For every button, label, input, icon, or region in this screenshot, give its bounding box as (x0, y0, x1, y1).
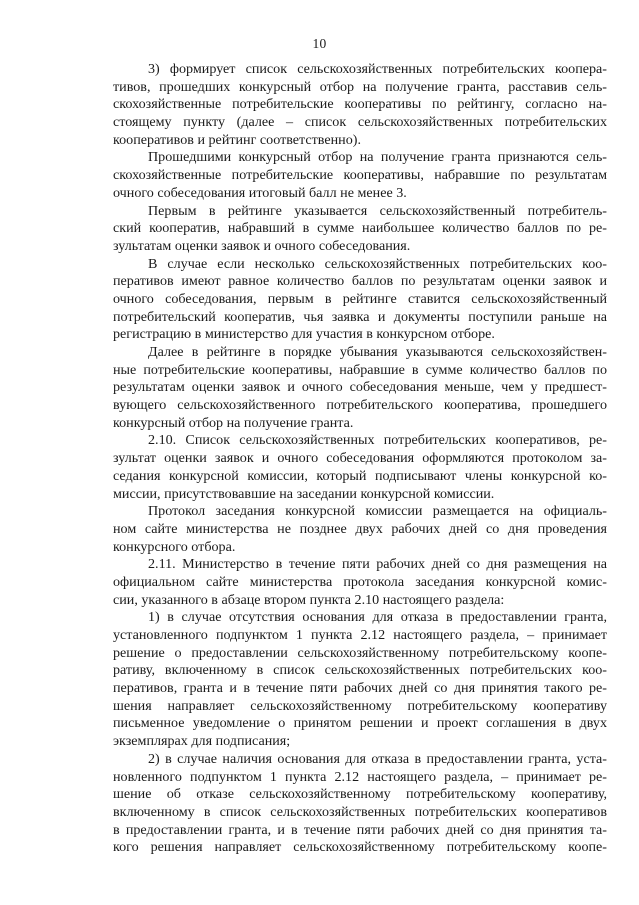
paragraph (113, 203, 607, 256)
text-line: установленного подпунктом 1 пункта 2.12 настоящего раздела, – принимает (113, 627, 607, 643)
paragraph (113, 149, 607, 202)
text-line: включенному в список сельскохозяйственных потребительских кооперативов (113, 803, 607, 820)
text-line: сии, указанного в абзаце втором пункта 2.10 настоящего раздела: (113, 591, 505, 608)
text-line: скохозяйственные потребительские кооперативы, набравшие по результатам (113, 167, 607, 184)
text-line: 3) формирует список сельскохозяйственных потребительских коопера- (148, 61, 607, 77)
text-line: В случае если несколько сельскохозяйственных потребительских коо- (148, 255, 607, 272)
text-line: потребительский кооператив, чья заявка и документы поступили раньше на (113, 308, 607, 325)
paragraph (113, 609, 607, 751)
paragraph (113, 256, 607, 344)
text-line: Далее в рейтинге в порядке убывания указываются сельскохозяйствен- (148, 344, 607, 360)
text-line: зультат оценки заявок и очного собеседования оформляются протоколом за- (113, 450, 607, 467)
paragraph (113, 432, 607, 503)
text-line: официальном сайте министерства протокола заседания конкурсной комис- (113, 573, 607, 590)
text-line: вующего сельскохозяйственного потребительского кооператива, прошедшего (113, 397, 607, 414)
text-line: скохозяйственные потребительские кооперативы по рейтингу, согласно на- (113, 96, 607, 113)
text-line: перативов имеют равное количество баллов по результатам оценки заявок и (113, 273, 607, 290)
text-line: регистрацию в министерство для участия в конкурсном отборе. (113, 326, 495, 343)
text-line: результатам оценки заявок и очного собеседования меньше, чем у предшест- (113, 379, 607, 396)
text-line: конкурсный отбор на получение гранта. (113, 414, 354, 431)
text-line: Прошедшими конкурсный отбор на получение гранта признаются сель- (148, 149, 607, 166)
text-line: решение о предоставлении сельскохозяйственному потребительскому коопе- (113, 644, 607, 661)
text-line: миссии, присутствовавшие на заседании конкурсной комиссии. (113, 485, 495, 502)
text-line: Протокол заседания конкурсной комиссии размещается на официаль- (148, 503, 607, 520)
text-line: в предоставлении гранта, и в течение пяти рабочих дней со дня принятия та- (113, 821, 607, 838)
paragraph (113, 751, 607, 857)
paragraph (113, 503, 607, 556)
text-line: перативов, гранта и в течение пяти рабочих дней со дня принятия такого ре- (113, 680, 607, 697)
page-number: 10 (312, 36, 327, 51)
text-line: очного собеседования, первым в рейтинге ставится сельскохозяйственный (113, 290, 607, 307)
text-line: новленного подпунктом 1 пункта 2.12 настоящего раздела, – принимает ре- (113, 768, 607, 785)
text-line: кооперативов и рейтинг соответственно). (113, 131, 361, 148)
text-line: ский кооператив, набравший в сумме наибольшее количество баллов по ре- (113, 220, 607, 237)
text-line: 2.11. Министерство в течение пяти рабочих дней со дня размещения на (148, 556, 607, 573)
text-line: Первым в рейтинге указывается сельскохозяйственный потребитель- (148, 202, 607, 219)
text-line: стоящему пункту (далее – список сельскохозяйственных потребительских (113, 114, 607, 131)
text-line: ном сайте министерства не позднее двух рабочих дней со дня проведения (113, 520, 607, 537)
text-line: шение об отказе сельскохозяйственному потребительскому кооперативу, (113, 786, 607, 803)
text-line: ративу, включенному в список сельскохозяйственных потребительских коо- (113, 662, 607, 679)
text-line: тивов, прошедших конкурсный отбор на получение гранта, расставив сель- (113, 78, 607, 95)
text-line: ные потребительские кооперативы, набравшие в сумме количество баллов по (113, 361, 607, 378)
paragraph (113, 61, 607, 149)
text-line: конкурсного отбора. (113, 538, 236, 555)
text-line: экземплярах для подписания; (113, 733, 291, 750)
text-line: очного собеседования итоговый балл не менее 3. (113, 184, 407, 201)
text-line: 2) в случае наличия основания для отказа в предоставлении гранта, уста- (148, 750, 607, 767)
document-body (113, 61, 607, 857)
text-line: седания конкурсной комиссии, который подписывают члены конкурсной ко- (113, 467, 607, 484)
text-line: 2.10. Список сельскохозяйственных потребительских кооперативов, ре- (148, 432, 607, 449)
text-line: 1) в случае отсутствия основания для отказа в предоставлении гранта, (148, 609, 607, 626)
text-line: письменное уведомление о принятом решении и проект соглашения в двух (113, 715, 607, 732)
paragraph (113, 556, 607, 609)
text-line: шения направляет сельскохозяйственному потребительскому кооперативу (113, 697, 607, 714)
text-line: кого решения направляет сельскохозяйственному потребительскому коопе- (113, 839, 607, 856)
text-line: зультатам оценки заявок и очного собеседования. (113, 237, 411, 254)
paragraph (113, 344, 607, 432)
